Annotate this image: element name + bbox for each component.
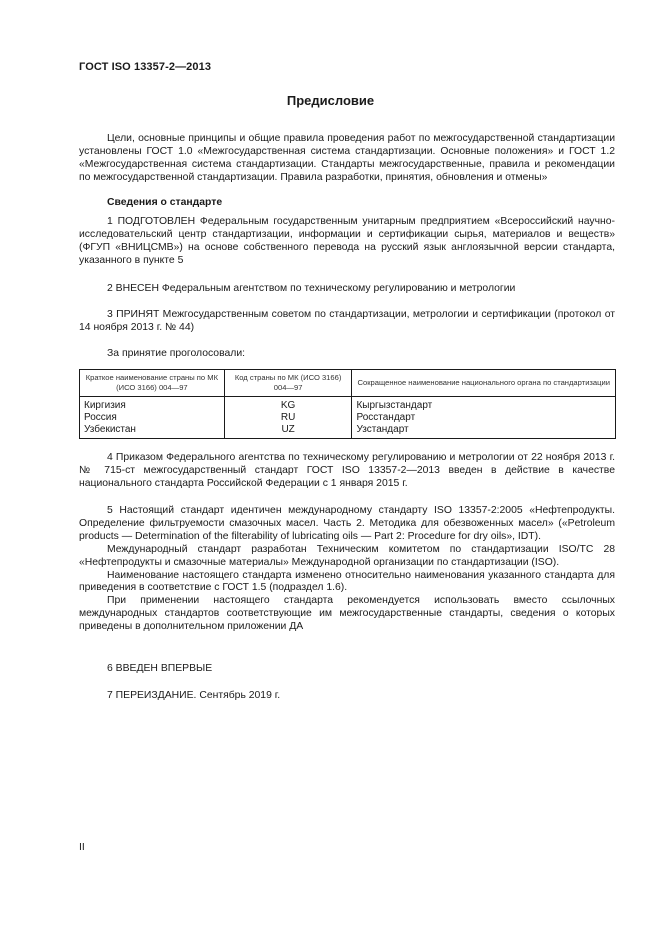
vote-intro-block xyxy=(79,348,615,361)
document-code-header: ГОСТ ISO 13357-2—2013 xyxy=(79,61,212,73)
item-4-paragraph: 4 Приказом Федерального агентства по техническому регулированию и метрологии от 22 ноября 2013 г. № 715-ст межгосударственный стандарт ГОСТ ISO 13357-2—2013 введен в действие в качестве национального стандарта Российской Федерации с 1 января 2015 г. xyxy=(79,452,615,489)
item-6-paragraph: 6 ВВЕДЕН ВПЕРВЫЕ xyxy=(107,663,213,674)
page-number: II xyxy=(79,842,85,853)
item-5-title-change-paragraph: Наименование настоящего стандарта изменено относительно наименования указанного стандарта для приведения в соответствие с ГОСТ 1.5 (подраздел 1.6). xyxy=(79,569,615,594)
table-row xyxy=(80,424,616,439)
cell-country: Узбекистан xyxy=(80,424,225,439)
standard-info-heading: Сведения о стандарте xyxy=(107,197,223,208)
item-2-block xyxy=(79,283,615,296)
item-5-references-paragraph: При применении настоящего стандарта рекомендуется использовать вместо ссылочных международных стандартов соответствующие им межгосударственные стандарты, сведения о которых приведены в дополнительном приложении ДА xyxy=(79,595,615,633)
item-3-paragraph: 3 ПРИНЯТ Межгосударственным советом по стандартизации, метрологии и сертификации (протокол от 14 ноября 2013 г. № 44) xyxy=(79,309,615,333)
item-5-block xyxy=(79,505,615,634)
item-2-paragraph: 2 ВНЕСЕН Федеральным агентством по техническому регулированию и метрологии xyxy=(107,283,516,294)
item-5-paragraph: 5 Настоящий стандарт идентичен международному стандарту ISO 13357-2:2005 «Нефтепродукты. Определение фильтруемости смазочных масел. Часть 2. Методика для обезвоженных масел» («Petroleum products — Determination of the filterability of lubricating oils — Part 2: Procedure for dry oils», IDT). xyxy=(79,505,615,542)
cell-country: Киргизия xyxy=(80,397,225,413)
vote-intro-text: За принятие проголосовали: xyxy=(107,348,246,359)
foreword-intro-paragraph: Цели, основные принципы и общие правила проведения работ по межгосударственной стандартизации установлены ГОСТ 1.0 «Межгосударственная система стандартизации. Основные положения» и ГОСТ 1.2 «Межгосударственная система стандартизации. Стандарты межгосударственные, правила и рекомендации по межгосударственной стандартизации. Правила разработки, принятия, обновления и отмены» xyxy=(79,133,615,183)
section-heading-block xyxy=(79,197,615,210)
item-5-committee-paragraph: Международный стандарт разработан Техническим комитетом по стандартизации ISO/TC 28 «Нефтепродукты и смазочные материалы» Международной организации по стандартизации (ISO). xyxy=(79,543,615,568)
cell-body: Росстандарт xyxy=(352,412,616,424)
item-1-paragraph: 1 ПОДГОТОВЛЕН Федеральным государственным унитарным предприятием «Всероссийский научно-исследовательский центр стандартизации, информации и сертификации сырья, материалов и веществ» (ФГУП «ВНИЦСМВ») на основе собственного перевода на русский язык англоязычной версии стандарта, указанного в пункте 5 xyxy=(79,216,615,266)
header-national-body: Сокращенное наименование национального органа по стандартизации xyxy=(352,370,616,397)
item-1-block xyxy=(79,216,615,268)
cell-code: UZ xyxy=(224,424,352,439)
item-4-block xyxy=(79,452,615,491)
cell-code: RU xyxy=(224,412,352,424)
cell-code: KG xyxy=(224,397,352,413)
vote-table-header-row xyxy=(80,370,616,397)
cell-body: Узстандарт xyxy=(352,424,616,439)
table-row xyxy=(80,397,616,413)
vote-table xyxy=(79,369,616,439)
item-6-block xyxy=(79,663,615,676)
table-row xyxy=(80,412,616,424)
item-3-block xyxy=(79,309,615,335)
item-7-paragraph: 7 ПЕРЕИЗДАНИЕ. Сентябрь 2019 г. xyxy=(107,690,281,701)
header-country-name: Краткое наименование страны по МК (ИСО 3166) 004—97 xyxy=(80,370,225,397)
item-7-block xyxy=(79,690,615,703)
foreword-intro-block xyxy=(79,133,615,185)
cell-country: Россия xyxy=(80,412,225,424)
cell-body: Кыргызстандарт xyxy=(352,397,616,413)
foreword-title: Предисловие xyxy=(286,93,375,108)
header-country-code: Код страны по МК (ИСО 3166) 004—97 xyxy=(224,370,352,397)
